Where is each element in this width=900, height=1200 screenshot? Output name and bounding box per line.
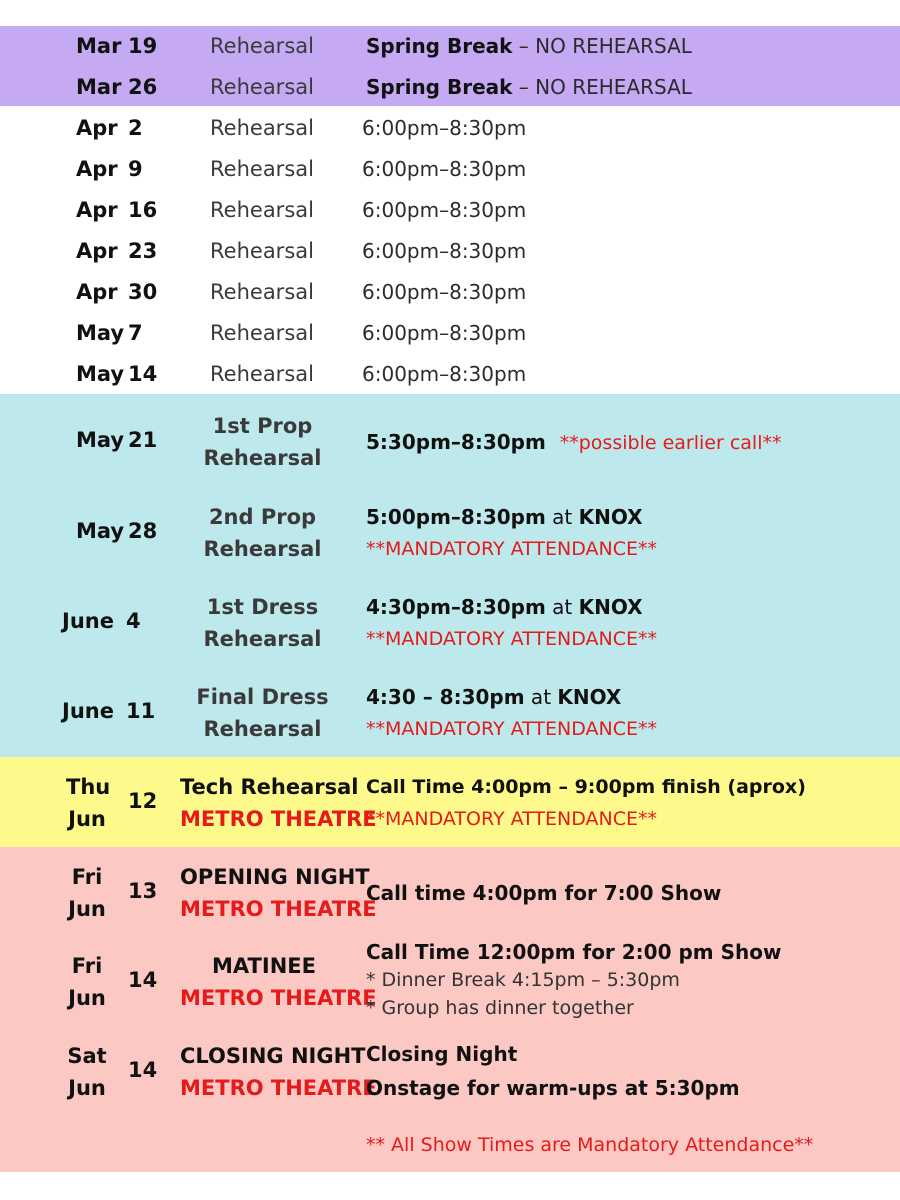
activity: Rehearsal (210, 34, 314, 58)
activity: 1st Dress Rehearsal (203, 595, 322, 651)
activity: Rehearsal (210, 157, 314, 181)
date-day: 19 (128, 34, 158, 58)
date-month: Apr (76, 116, 118, 140)
activity: Rehearsal (210, 198, 314, 222)
date-day: 26 (128, 75, 158, 99)
schedule-row (0, 1040, 900, 1104)
time: 4:30pm–8:30pm at KNOX **MANDATORY ATTENDANCE** (366, 595, 658, 650)
date-weekday-month: Fri Jun (68, 865, 106, 921)
time: Call time 4:00pm for 7:00 Show (366, 881, 722, 905)
date-day: 14 (128, 1058, 158, 1082)
date-month: May (76, 362, 125, 386)
date-month: Apr (76, 280, 118, 304)
date-day: 2 (128, 116, 143, 140)
time: Call Time 4:00pm – 9:00pm finish (aprox) **MANDATORY ATTENDANCE** (366, 776, 806, 830)
date-day: 16 (128, 198, 158, 222)
schedule-row (0, 501, 900, 565)
time: 6:00pm–8:30pm (362, 116, 527, 140)
date-weekday-month: Sat Jun (67, 1044, 107, 1100)
date-day: 4 (126, 609, 141, 633)
schedule-row (0, 940, 900, 1019)
activity: Rehearsal (210, 239, 314, 263)
activity: Rehearsal (210, 321, 314, 345)
date-day: 9 (128, 157, 143, 181)
time: Spring Break – NO REHEARSAL (366, 34, 692, 58)
activity: MATINEE METRO THEATRE (180, 954, 377, 1010)
date-weekday-month: Thu Jun (66, 775, 111, 831)
time: 6:00pm–8:30pm (362, 280, 527, 304)
time: 6:00pm–8:30pm (362, 239, 527, 263)
date-month: May (76, 321, 125, 345)
date-day: 13 (128, 879, 158, 903)
date-month: Apr (76, 198, 118, 222)
date-day: 14 (128, 362, 158, 386)
time: 5:30pm–8:30pm **possible earlier call** (366, 430, 782, 454)
time: Spring Break – NO REHEARSAL (366, 75, 692, 99)
date-month: May (76, 519, 125, 543)
date-day: 11 (126, 699, 156, 723)
date-day: 28 (128, 519, 158, 543)
date-day: 14 (128, 968, 158, 992)
date-month: Apr (76, 157, 118, 181)
date-month: June (62, 609, 114, 633)
activity: 1st Prop Rehearsal (203, 414, 322, 470)
date-day: 12 (128, 789, 158, 813)
activity: Rehearsal (210, 116, 314, 140)
schedule-row (0, 681, 900, 745)
schedule-row (0, 591, 900, 655)
activity: Final Dress Rehearsal (196, 685, 329, 741)
activity: Tech Rehearsal METRO THEATRE (180, 775, 377, 831)
activity: Rehearsal (210, 362, 314, 386)
activity: 2nd Prop Rehearsal (203, 505, 322, 561)
time: 5:00pm–8:30pm at KNOX **MANDATORY ATTENDANCE** (366, 505, 658, 560)
date-day: 7 (128, 321, 143, 345)
date-month: Apr (76, 239, 118, 263)
date-weekday-month: Fri Jun (68, 954, 106, 1010)
date-month: June (62, 699, 114, 723)
time: 6:00pm–8:30pm (362, 362, 527, 386)
date-day: 23 (128, 239, 158, 263)
time: 4:30 – 8:30pm at KNOX **MANDATORY ATTENDANCE** (366, 685, 658, 740)
activity: CLOSING NIGHT METRO THEATRE (180, 1044, 377, 1100)
activity: Rehearsal (210, 280, 314, 304)
time: Closing Night Onstage for warm-ups at 5:30pm (366, 1042, 740, 1100)
date-month: Mar (76, 34, 122, 58)
date-month: May (76, 428, 125, 452)
time: Call Time 12:00pm for 2:00 pm Show * Dinner Break 4:15pm – 5:30pm * Group has dinner together (366, 940, 782, 1019)
schedule-row (0, 771, 900, 835)
date-month: Mar (76, 75, 122, 99)
time: 6:00pm–8:30pm (362, 321, 527, 345)
date-day: 30 (128, 280, 158, 304)
footer-note: ** All Show Times are Mandatory Attendance** (366, 1134, 814, 1156)
date-day: 21 (128, 428, 158, 452)
schedule-row (0, 861, 900, 925)
time: 6:00pm–8:30pm (362, 198, 527, 222)
schedule-row (0, 410, 900, 474)
activity: OPENING NIGHT METRO THEATRE (180, 865, 377, 921)
activity: Rehearsal (210, 75, 314, 99)
time: 6:00pm–8:30pm (362, 157, 527, 181)
